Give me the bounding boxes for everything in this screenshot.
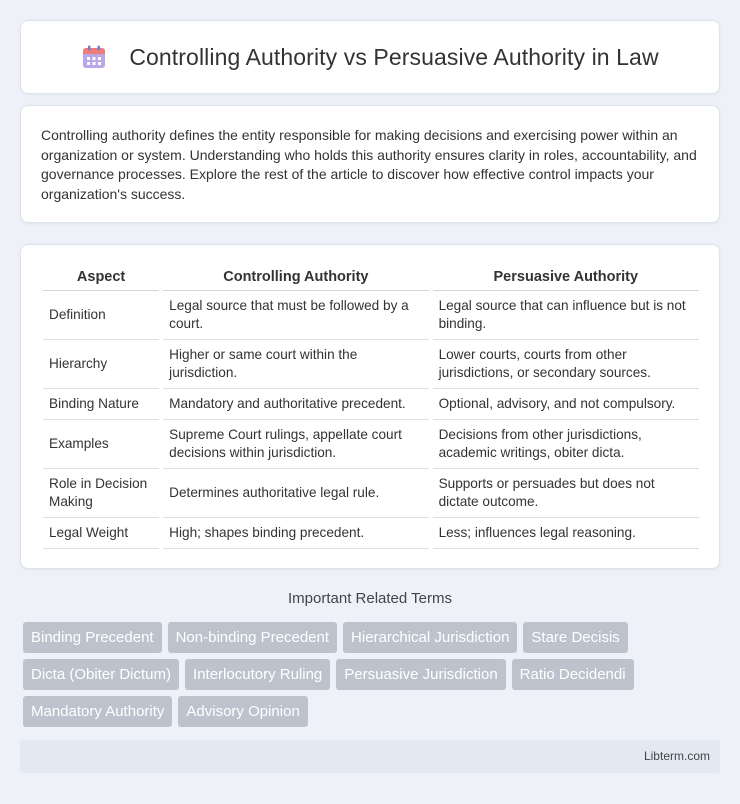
table-row [43,469,699,518]
intro-text: Controlling authority defines the entity responsible for making decisions and exercising power within an organization or system. Understanding who holds this authority ensures clarity in roles, accountability, and governance processes. Explore the rest of the article to discover how effective control impacts your organization's success. [41,127,697,202]
related-term-tag[interactable]: Interlocutory Ruling [185,659,330,690]
header-persuasive: Persuasive Authority [433,265,699,291]
related-term-tag[interactable]: Hierarchical Jurisdiction [343,622,517,653]
cell-controlling: Mandatory and authoritative precedent. [163,389,428,420]
table-row [43,340,699,389]
cell-persuasive: Less; influences legal reasoning. [433,518,699,549]
cell-controlling: Legal source that must be followed by a court. [163,291,428,340]
cell-persuasive: Decisions from other jurisdictions, academic writings, obiter dicta. [433,420,699,469]
cell-controlling: Determines authoritative legal rule. [163,469,428,518]
cell-controlling: High; shapes binding precedent. [163,518,428,549]
cell-aspect: Examples [43,420,159,469]
related-terms-title: Important Related Terms [288,590,452,607]
footer-site-link[interactable]: Libterm.com [643,749,710,763]
cell-aspect: Legal Weight [43,518,159,549]
related-term-tag[interactable]: Persuasive Jurisdiction [336,659,505,690]
related-term-tag[interactable]: Ratio Decidendi [512,659,634,690]
cell-persuasive: Lower courts, courts from other jurisdictions, or secondary sources. [433,340,699,389]
table-row [43,518,699,549]
intro-card [20,105,720,223]
related-term-tag[interactable]: Binding Precedent [23,622,162,653]
related-term-tag[interactable]: Advisory Opinion [178,696,307,727]
cell-aspect: Definition [43,291,159,340]
cell-aspect: Hierarchy [43,340,159,389]
header-controlling: Controlling Authority [163,265,428,291]
related-term-tag[interactable]: Stare Decisis [523,622,627,653]
table-row [43,389,699,420]
cell-aspect: Binding Nature [43,389,159,420]
footer [20,740,720,773]
page-title: Controlling Authority vs Persuasive Authority in Law [129,43,659,70]
related-terms-list [23,622,723,733]
cell-persuasive: Legal source that can influence but is not binding. [433,291,699,340]
comparison-card [20,244,720,569]
related-term-tag[interactable]: Non-binding Precedent [168,622,337,653]
cell-persuasive: Supports or persuades but does not dictate outcome. [433,469,699,518]
cell-controlling: Higher or same court within the jurisdiction. [163,340,428,389]
calendar-icon [81,44,107,70]
header-aspect: Aspect [43,265,159,291]
related-term-tag[interactable]: Dicta (Obiter Dictum) [23,659,179,690]
table-row [43,420,699,469]
comparison-table [43,265,699,549]
header-card [20,20,720,94]
cell-controlling: Supreme Court rulings, appellate court decisions within jurisdiction. [163,420,428,469]
table-row [43,291,699,340]
cell-aspect: Role in Decision Making [43,469,159,518]
table-header-row [43,265,699,291]
cell-persuasive: Optional, advisory, and not compulsory. [433,389,699,420]
related-term-tag[interactable]: Mandatory Authority [23,696,172,727]
